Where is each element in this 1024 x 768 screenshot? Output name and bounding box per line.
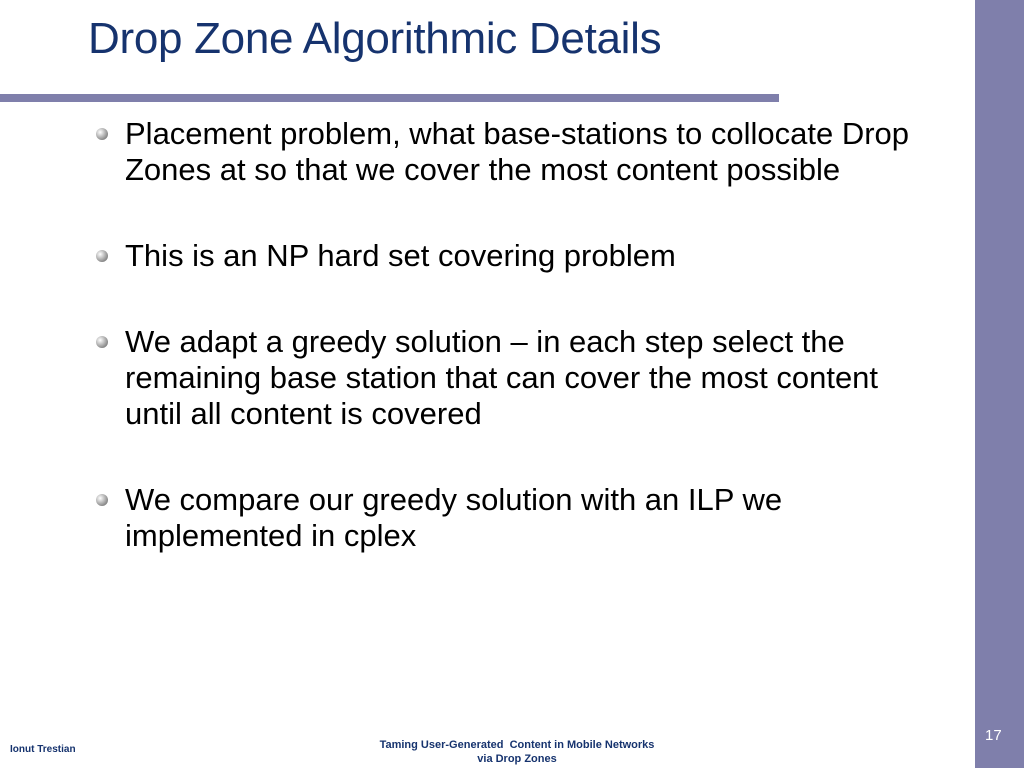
page-number: 17	[985, 727, 1002, 744]
bullet-dot-icon	[96, 336, 108, 348]
right-accent-bar	[975, 0, 1024, 768]
bullet-item	[96, 324, 926, 432]
bullet-dot-icon	[96, 128, 108, 140]
bullet-list	[96, 116, 926, 554]
footer-author: Ionut Trestian	[10, 744, 76, 755]
bullet-dot-icon	[96, 494, 108, 506]
footer-title-line-1: Taming User-Generated Content in Mobile Networks	[379, 739, 655, 751]
bullet-item	[96, 238, 926, 274]
footer-title-line-2: via Drop Zones	[477, 753, 557, 765]
bullet-text: We adapt a greedy solution – in each step select the remaining base station that can cover the most content until all content is covered	[125, 324, 879, 431]
bullet-text: Placement problem, what base-stations to collocate Drop Zones at so that we cover the most content possible	[125, 116, 910, 187]
footer-presentation-title	[340, 738, 694, 766]
bullet-item	[96, 116, 926, 188]
bullet-item	[96, 482, 926, 554]
slide-title: Drop Zone Algorithmic Details	[88, 14, 662, 63]
bullet-text: This is an NP hard set covering problem	[125, 238, 676, 273]
title-underline-rule	[0, 94, 779, 102]
bullet-dot-icon	[96, 250, 108, 262]
bullet-text: We compare our greedy solution with an ILP we implemented in cplex	[125, 482, 783, 553]
